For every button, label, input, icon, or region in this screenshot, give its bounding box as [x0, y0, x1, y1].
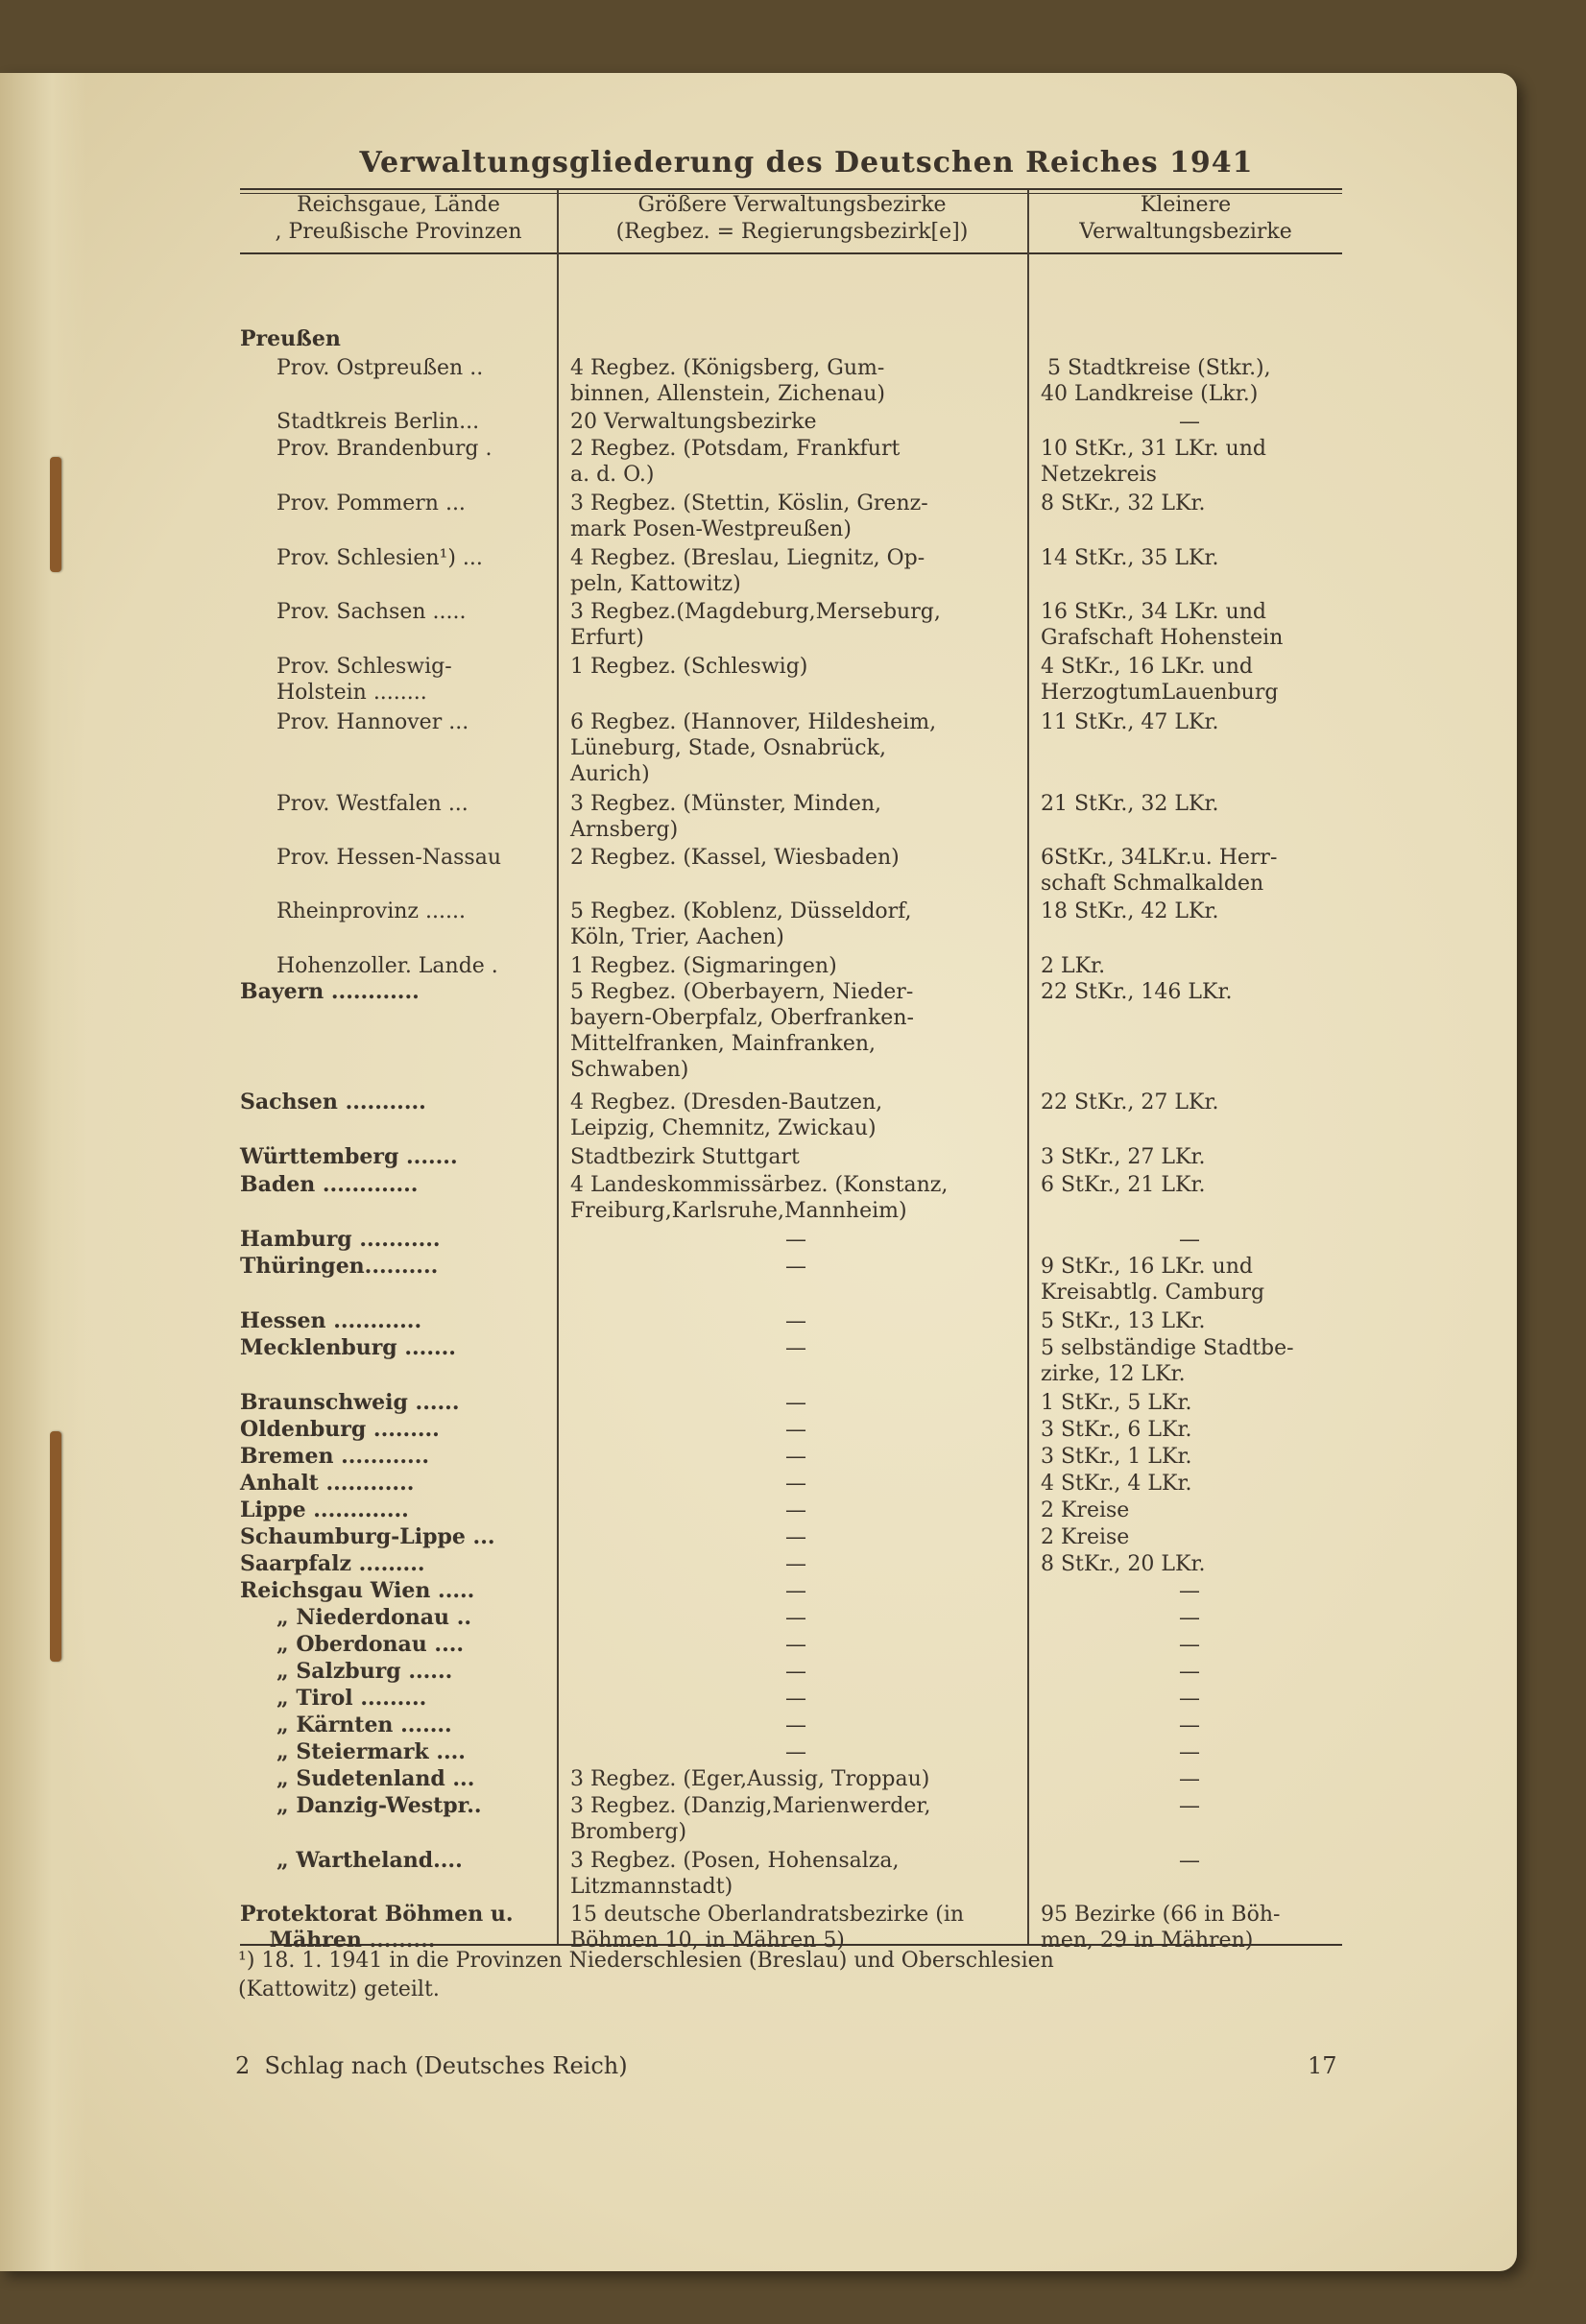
- state-name-cell: Prov. Ostpreußen ..: [276, 356, 484, 380]
- column-separator-2: [1027, 190, 1029, 1944]
- small-district-cell: 9 StKr., 16 LKr. und: [1041, 1255, 1253, 1279]
- small-district-cell: 2 Kreise: [1041, 1525, 1130, 1549]
- state-name-cell: Braunschweig ......: [240, 1390, 460, 1415]
- large-district-cell: —: [785, 1713, 806, 1737]
- large-district-cell: Mittelfranken, Mainfranken,: [570, 1032, 877, 1056]
- state-name-cell: Prov. Pommern ...: [276, 491, 466, 515]
- small-district-cell: 22 StKr., 27 LKr.: [1041, 1090, 1219, 1114]
- small-district-cell: Netzekreis: [1041, 463, 1157, 487]
- small-district-cell: schaft Schmalkalden: [1041, 872, 1264, 896]
- state-name-cell: Mähren .........: [240, 1928, 436, 1953]
- small-district-cell: 5 Stadtkreise (Stkr.),: [1041, 356, 1271, 380]
- state-name-cell: „ Steiermark ....: [276, 1739, 466, 1764]
- state-name-cell: „ Sudetenland ...: [276, 1766, 475, 1791]
- small-district-cell: 3 StKr., 6 LKr.: [1041, 1418, 1192, 1442]
- small-district-cell: 95 Bezirke (66 in Böh-: [1041, 1903, 1281, 1927]
- state-name-cell: „ Wartheland....: [276, 1848, 463, 1873]
- large-district-cell: Aurich): [570, 762, 650, 786]
- state-name-cell: Baden .............: [240, 1172, 419, 1197]
- large-district-cell: —: [785, 1740, 806, 1764]
- small-district-cell: 5 StKr., 13 LKr.: [1041, 1309, 1206, 1333]
- state-name-cell: Bremen ............: [240, 1444, 430, 1469]
- small-district-cell: 3 StKr., 27 LKr.: [1041, 1145, 1206, 1169]
- state-name-cell: Prov. Hannover ...: [276, 710, 469, 734]
- small-district-cell: 10 StKr., 31 LKr. und: [1041, 437, 1266, 461]
- large-district-cell: 2 Regbez. (Potsdam, Frankfurt: [570, 437, 901, 461]
- small-district-cell: 2 Kreise: [1041, 1498, 1130, 1522]
- small-district-cell: 21 StKr., 32 LKr.: [1041, 792, 1219, 816]
- state-name-cell: Protektorat Böhmen u.: [240, 1902, 514, 1927]
- footer-signature: 2 Schlag nach (Deutsches Reich): [235, 2052, 628, 2079]
- column-header-line: Reichsgaue, Lände: [297, 193, 500, 217]
- large-district-cell: Stadtbezirk Stuttgart: [570, 1145, 800, 1169]
- state-name-cell: „ Oberdonau ....: [276, 1632, 465, 1657]
- state-name-cell: Oldenburg .........: [240, 1417, 440, 1442]
- small-district-cell: —: [1179, 1687, 1200, 1711]
- large-district-cell: —: [785, 1472, 806, 1496]
- large-district-cell: 4 Landeskommissärbez. (Konstanz,: [570, 1173, 949, 1197]
- state-name-cell: Hamburg ...........: [240, 1227, 441, 1252]
- large-district-cell: 4 Regbez. (Dresden-Bautzen,: [570, 1090, 883, 1114]
- large-district-cell: —: [785, 1228, 806, 1252]
- small-district-cell: —: [1179, 1606, 1200, 1630]
- large-district-cell: 1 Regbez. (Schleswig): [570, 655, 808, 679]
- small-district-cell: —: [1179, 1713, 1200, 1737]
- column-header-1: [240, 192, 557, 246]
- large-district-cell: —: [785, 1606, 806, 1630]
- large-district-cell: —: [785, 1309, 806, 1333]
- page-gutter: [0, 73, 86, 2271]
- state-name-cell: Thüringen..........: [240, 1254, 439, 1279]
- state-name-cell: Mecklenburg .......: [240, 1335, 456, 1360]
- column-header-line: , Preußische Provinzen: [275, 220, 522, 244]
- large-district-cell: Bromberg): [570, 1820, 687, 1844]
- state-name-cell: Rheinprovinz ......: [276, 899, 466, 923]
- large-district-cell: 3 Regbez.(Magdeburg,Merseburg,: [570, 600, 941, 624]
- large-district-cell: —: [785, 1445, 806, 1469]
- small-district-cell: Kreisabtlg. Camburg: [1041, 1281, 1265, 1305]
- small-district-cell: —: [1179, 1579, 1200, 1603]
- column-separator-1: [557, 190, 559, 1944]
- header-rule-bottom: [240, 252, 1342, 254]
- large-district-cell: mark Posen-Westpreußen): [570, 517, 852, 541]
- large-district-cell: Leipzig, Chemnitz, Zwickau): [570, 1116, 877, 1140]
- state-name-cell: Saarpfalz .........: [240, 1551, 425, 1576]
- large-district-cell: 2 Regbez. (Kassel, Wiesbaden): [570, 846, 900, 870]
- large-district-cell: Köln, Trier, Aachen): [570, 925, 784, 949]
- small-district-cell: 22 StKr., 146 LKr.: [1041, 980, 1233, 1004]
- large-district-cell: 4 Regbez. (Breslau, Liegnitz, Op-: [570, 546, 925, 570]
- footnote: [238, 1947, 1054, 2004]
- large-district-cell: 3 Regbez. (Stettin, Köslin, Grenz-: [570, 491, 928, 515]
- state-name-cell: „ Niederdonau ..: [276, 1605, 472, 1630]
- state-name-cell: Bayern ............: [240, 979, 420, 1004]
- state-name-cell: „ Salzburg ......: [276, 1659, 453, 1684]
- small-district-cell: 2 LKr.: [1041, 954, 1106, 978]
- large-district-cell: Lüneburg, Stade, Osnabrück,: [570, 736, 886, 760]
- large-district-cell: —: [785, 1525, 806, 1549]
- state-name-cell: „ Danzig-Westpr..: [276, 1793, 482, 1818]
- large-district-cell: Litzmannstadt): [570, 1875, 733, 1899]
- large-district-cell: 1 Regbez. (Sigmaringen): [570, 954, 837, 978]
- small-district-cell: —: [1179, 1660, 1200, 1684]
- large-district-cell: 4 Regbez. (Königsberg, Gum-: [570, 356, 885, 380]
- column-header-3: [1029, 192, 1342, 246]
- large-district-cell: Freiburg,Karlsruhe,Mannheim): [570, 1199, 907, 1223]
- small-district-cell: —: [1179, 1794, 1200, 1818]
- large-district-cell: Schwaben): [570, 1058, 689, 1082]
- page-title: Verwaltungsgliederung des Deutschen Reiches 1941: [359, 146, 1254, 180]
- column-header-line: Verwaltungsbezirke: [1079, 220, 1292, 244]
- small-district-cell: 8 StKr., 32 LKr.: [1041, 491, 1206, 515]
- small-district-cell: —: [1179, 410, 1200, 434]
- state-name-cell: Württemberg .......: [240, 1144, 458, 1169]
- small-district-cell: 18 StKr., 42 LKr.: [1041, 899, 1219, 923]
- state-name-cell: Preußen: [240, 326, 341, 351]
- small-district-cell: —: [1179, 1633, 1200, 1657]
- large-district-cell: —: [785, 1498, 806, 1522]
- small-district-cell: 16 StKr., 34 LKr. und: [1041, 600, 1266, 624]
- large-district-cell: Erfurt): [570, 626, 644, 650]
- small-district-cell: —: [1179, 1740, 1200, 1764]
- small-district-cell: 8 StKr., 20 LKr.: [1041, 1552, 1206, 1576]
- column-header-line: Größere Verwaltungsbezirke: [637, 193, 947, 217]
- footnote-line-2: (Kattowitz) geteilt.: [238, 1977, 440, 2001]
- large-district-cell: —: [785, 1579, 806, 1603]
- state-name-cell: Lippe .............: [240, 1497, 409, 1522]
- state-name-cell: Prov. Schlesien¹) ...: [276, 546, 483, 570]
- small-district-cell: 14 StKr., 35 LKr.: [1041, 546, 1219, 570]
- state-name-cell: Prov. Brandenburg .: [276, 437, 493, 461]
- large-district-cell: —: [785, 1552, 806, 1576]
- large-district-cell: —: [785, 1687, 806, 1711]
- small-district-cell: 3 StKr., 1 LKr.: [1041, 1445, 1192, 1469]
- large-district-cell: a. d. O.): [570, 463, 655, 487]
- large-district-cell: —: [785, 1255, 806, 1279]
- large-district-cell: 5 Regbez. (Oberbayern, Nieder-: [570, 980, 914, 1004]
- large-district-cell: —: [785, 1391, 806, 1415]
- state-name-cell: Prov. Schleswig-: [276, 655, 452, 679]
- state-name-cell: Stadtkreis Berlin...: [276, 410, 480, 434]
- column-header-2: [559, 192, 1025, 246]
- small-district-cell: 11 StKr., 47 LKr.: [1041, 710, 1219, 734]
- large-district-cell: bayern-Oberpfalz, Oberfranken-: [570, 1006, 914, 1030]
- large-district-cell: binnen, Allenstein, Zichenau): [570, 382, 885, 406]
- large-district-cell: 5 Regbez. (Koblenz, Düsseldorf,: [570, 899, 912, 923]
- footnote-line-1: ¹) 18. 1. 1941 in die Provinzen Niederschlesien (Breslau) und Oberschlesien: [238, 1949, 1054, 1973]
- large-district-cell: —: [785, 1660, 806, 1684]
- large-district-cell: 3 Regbez. (Eger,Aussig, Troppau): [570, 1767, 930, 1791]
- state-name-cell: Hessen ............: [240, 1308, 422, 1333]
- state-name-cell: Prov. Westfalen ...: [276, 792, 469, 816]
- small-district-cell: Grafschaft Hohenstein: [1041, 626, 1284, 650]
- large-district-cell: Böhmen 10, in Mähren 5): [570, 1929, 845, 1953]
- state-name-cell: Prov. Hessen-Nassau: [276, 846, 502, 870]
- column-header-line: Kleinere: [1140, 193, 1232, 217]
- state-name-cell: Sachsen ...........: [240, 1090, 426, 1114]
- column-header-line: (Regbez. = Regierungsbezirk[e]): [615, 220, 969, 244]
- small-district-cell: —: [1179, 1849, 1200, 1873]
- state-name-cell: Prov. Sachsen .....: [276, 600, 467, 624]
- large-district-cell: Arnsberg): [570, 818, 679, 842]
- staple-bottom: [50, 1431, 61, 1662]
- small-district-cell: —: [1179, 1767, 1200, 1791]
- large-district-cell: 6 Regbez. (Hannover, Hildesheim,: [570, 710, 937, 734]
- large-district-cell: 20 Verwaltungsbezirke: [570, 410, 817, 434]
- state-name-cell: „ Tirol .........: [276, 1686, 427, 1711]
- state-name-cell: Reichsgau Wien .....: [240, 1578, 475, 1603]
- state-name-cell: „ Kärnten .......: [276, 1713, 452, 1737]
- large-district-cell: peln, Kattowitz): [570, 572, 741, 596]
- small-district-cell: HerzogtumLauenburg: [1041, 681, 1279, 705]
- small-district-cell: zirke, 12 LKr.: [1041, 1362, 1186, 1386]
- small-district-cell: 4 StKr., 16 LKr. und: [1041, 655, 1253, 679]
- large-district-cell: —: [785, 1633, 806, 1657]
- large-district-cell: —: [785, 1336, 806, 1360]
- state-name-cell: Schaumburg-Lippe ...: [240, 1524, 495, 1549]
- small-district-cell: 1 StKr., 5 LKr.: [1041, 1391, 1192, 1415]
- state-name-cell: Anhalt ............: [240, 1471, 415, 1496]
- small-district-cell: 4 StKr., 4 LKr.: [1041, 1472, 1192, 1496]
- large-district-cell: 3 Regbez. (Posen, Hohensalza,: [570, 1849, 900, 1873]
- small-district-cell: men, 29 in Mähren): [1041, 1929, 1254, 1953]
- small-district-cell: 40 Landkreise (Lkr.): [1041, 382, 1259, 406]
- large-district-cell: —: [785, 1418, 806, 1442]
- small-district-cell: 5 selbständige Stadtbe-: [1041, 1336, 1294, 1360]
- staple-top: [50, 457, 61, 572]
- large-district-cell: 3 Regbez. (Münster, Minden,: [570, 792, 882, 816]
- state-name-cell: Holstein ........: [276, 681, 427, 705]
- small-district-cell: 6 StKr., 21 LKr.: [1041, 1173, 1206, 1197]
- small-district-cell: —: [1179, 1228, 1200, 1252]
- large-district-cell: 3 Regbez. (Danzig,Marienwerder,: [570, 1794, 931, 1818]
- small-district-cell: 6StKr., 34LKr.u. Herr-: [1041, 846, 1278, 870]
- state-name-cell: Hohenzoller. Lande .: [276, 954, 498, 978]
- large-district-cell: 15 deutsche Oberlandratsbezirke (in: [570, 1903, 965, 1927]
- page-number: 17: [1308, 2052, 1337, 2079]
- header-rule-top: [240, 188, 1342, 190]
